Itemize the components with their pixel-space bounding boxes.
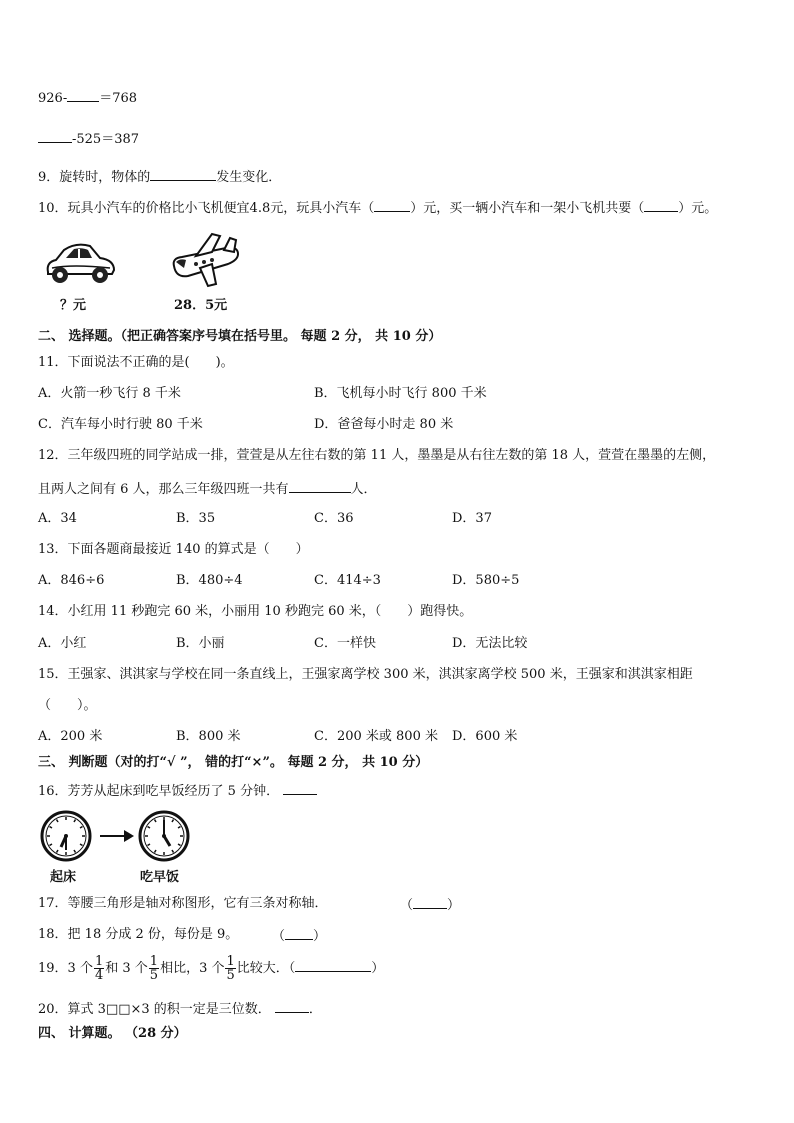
q14-option-d[interactable]: D．无法比较 — [452, 636, 528, 651]
q20-text-end: ． — [308, 1002, 322, 1017]
toy-plane-price-caption: 28．5元 — [174, 298, 228, 313]
q18-blank[interactable] — [285, 927, 313, 940]
q14-option-a[interactable]: A．小红 — [38, 636, 87, 651]
q11-option-d[interactable]: D．爸爸每小时走 80 米 — [314, 417, 454, 432]
q18-paren-open: （ — [272, 929, 286, 944]
toy-plane-image — [168, 230, 242, 292]
q12-option-c[interactable]: C．36 — [314, 511, 354, 526]
q20 — [38, 1000, 322, 1018]
q8-line1 — [38, 89, 137, 107]
q17-answer[interactable] — [400, 896, 460, 914]
q8-line2 — [38, 130, 139, 148]
q12-option-d[interactable]: D．37 — [452, 511, 492, 526]
clock-wake-up-caption: 起床 — [50, 870, 77, 885]
q12-option-a[interactable]: A．34 — [38, 511, 77, 526]
q15-option-a[interactable]: A．200 米 — [38, 729, 103, 744]
fraction-one-fifth-b — [225, 955, 235, 982]
q12-text-a: 且两人之间有 6 人，那么三年级四班一共有 — [38, 482, 289, 497]
q17-paren-close: ） — [447, 898, 461, 913]
q19-text-a: 19．3 个 — [38, 961, 93, 976]
fraction-1-denominator: 4 — [94, 968, 104, 983]
q12-text-b: 人． — [350, 482, 377, 497]
q11-stem: 11．下面说法不正确的是( )。 — [38, 355, 234, 370]
q18-stem: 18．把 18 分成 2 份，每份是 9。 — [38, 927, 239, 942]
q11-option-a[interactable]: A．火箭一秒飞行 8 千米 — [38, 386, 181, 401]
q10-text-a: 10．玩具小汽车的价格比小飞机便宜4.8元，玩具小汽车（ — [38, 201, 375, 216]
q19-text-e: ） — [371, 961, 385, 976]
q9-blank[interactable] — [150, 168, 216, 181]
arrow-right-icon — [98, 828, 136, 844]
q20-stem: 20．算式 3□□×3 的积一定是三位数． — [38, 1002, 271, 1017]
clock-breakfast-caption: 吃早饭 — [140, 870, 180, 885]
q20-blank[interactable] — [275, 1000, 309, 1013]
q19-text-d: 比较大．（ — [236, 961, 296, 976]
q9-text-a: 9．旋转时，物体的 — [38, 170, 151, 185]
q12-stem-line2 — [38, 480, 377, 498]
fraction-one-quarter — [94, 955, 104, 982]
q16 — [38, 782, 317, 800]
q11-option-c[interactable]: C．汽车每小时行驶 80 千米 — [38, 417, 203, 432]
q14-option-c[interactable]: C．一样快 — [314, 636, 376, 651]
q8-line2-right: -525＝387 — [72, 132, 140, 147]
q14-option-b[interactable]: B．小丽 — [176, 636, 225, 651]
q19 — [38, 954, 384, 984]
q18-answer[interactable] — [272, 927, 326, 945]
q19-text-b: 和 3 个 — [105, 961, 148, 976]
q17-stem: 17．等腰三角形是轴对称图形，它有三条对称轴． — [38, 896, 328, 911]
q18-paren-close: ） — [313, 929, 327, 944]
fraction-one-fifth-a — [149, 955, 159, 982]
q10 — [38, 199, 717, 217]
q15-option-c[interactable]: C．200 米或 800 米 — [314, 729, 438, 744]
q9-text-b: 发生变化． — [216, 170, 282, 185]
q13-option-a[interactable]: A．846÷6 — [38, 573, 105, 588]
q12-blank[interactable] — [289, 480, 351, 493]
clock-wake-up-image — [40, 810, 92, 862]
q10-blank-1[interactable] — [374, 199, 410, 212]
q8-blank-2[interactable] — [38, 130, 72, 143]
q8-line1-left: 926- — [38, 91, 68, 106]
q11-option-b[interactable]: B．飞机每小时飞行 800 千米 — [314, 386, 487, 401]
q13-option-b[interactable]: B．480÷4 — [176, 573, 243, 588]
q13-option-d[interactable]: D．580÷5 — [452, 573, 520, 588]
q8-line1-right: ＝768 — [99, 91, 138, 106]
toy-car-price-caption: ？元 — [60, 298, 87, 313]
q10-text-b: ）元，买一辆小汽车和一架小飞机共要（ — [410, 201, 645, 216]
q15-option-b[interactable]: B．800 米 — [176, 729, 241, 744]
q13-option-c[interactable]: C．414÷3 — [314, 573, 381, 588]
fraction-3-numerator: 1 — [226, 954, 235, 969]
q19-blank[interactable] — [295, 959, 371, 972]
fraction-3-denominator: 5 — [226, 968, 235, 983]
q15-stem-line2: （ ）。 — [38, 698, 97, 713]
q15-option-d[interactable]: D．600 米 — [452, 729, 518, 744]
section-2-title: 二、 选择题。（把正确答案序号填在括号里。 每题 2 分， 共 10 分） — [38, 329, 442, 344]
clock-breakfast-image — [138, 810, 190, 862]
q16-blank[interactable] — [283, 782, 317, 795]
section-3-title: 三、 判断题（对的打“√ ”， 错的打“×”。 每题 2 分， 共 10 分） — [38, 755, 429, 770]
q10-text-c: ）元。 — [678, 201, 718, 216]
fraction-2-denominator: 5 — [149, 968, 159, 983]
q17-blank[interactable] — [413, 896, 447, 909]
q14-stem: 14．小红用 11 秒跑完 60 米，小丽用 10 秒跑完 60 米，（ ）跑得快。 — [38, 604, 473, 619]
fraction-1-numerator: 1 — [94, 954, 104, 969]
q16-stem: 16．芳芳从起床到吃早饭经历了 5 分钟． — [38, 784, 280, 799]
fraction-2-numerator: 1 — [149, 954, 159, 969]
q13-stem: 13．下面各题商最接近 140 的算式是（ ） — [38, 542, 309, 557]
toy-car-image — [42, 238, 120, 288]
q12-option-b[interactable]: B．35 — [176, 511, 216, 526]
q17-paren-open: （ — [400, 898, 414, 913]
q10-blank-2[interactable] — [644, 199, 678, 212]
q8-blank-1[interactable] — [67, 89, 99, 102]
section-4-title: 四、 计算题。 （28 分） — [38, 1026, 187, 1041]
q12-stem-line1: 12．三年级四班的同学站成一排，萱萱是从左往右数的第 11 人，墨墨是从右往左数的第 18 人，萱萱在墨墨的左侧， — [38, 448, 716, 463]
q19-text-c: 相比，3 个 — [160, 961, 225, 976]
q15-stem-line1: 15．王强家、淇淇家与学校在同一条直线上，王强家离学校 300 米，淇淇家离学校 500 米，王强家和淇淇家相距 — [38, 667, 693, 682]
q9 — [38, 168, 281, 186]
